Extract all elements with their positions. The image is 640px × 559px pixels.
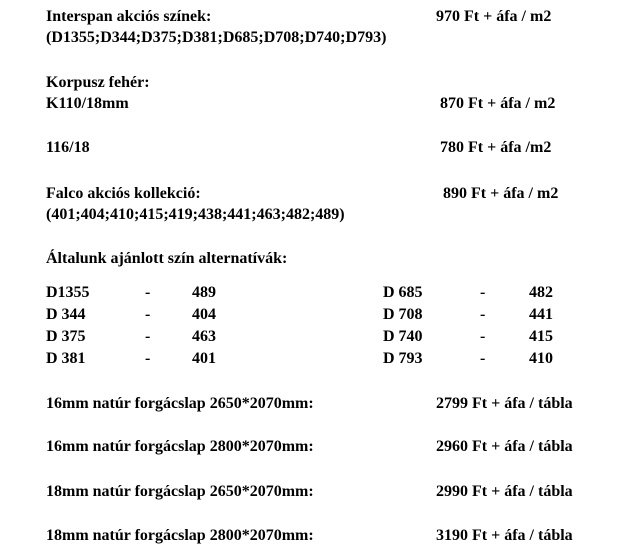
board-name: 18mm natúr forgácslap 2800*2070mm: [46,527,314,544]
korpusz-item-name: K110/18mm [46,95,129,112]
alt-value: 441 [529,306,553,323]
alt-code: D 708 [383,306,423,323]
alt-value: 482 [529,284,553,301]
interspan-price: 970 Ft + áfa / m2 [436,8,552,25]
alt-value: 415 [529,328,553,345]
korpusz-item-price: 870 Ft + áfa / m2 [440,95,556,112]
alt-value: 401 [192,350,216,367]
alt-code: D 740 [383,328,423,345]
alternatives-title: Általunk ajánlott szín alternatívák: [46,250,288,267]
korpusz-title: Korpusz fehér: [46,74,150,91]
board-price: 2799 Ft + áfa / tábla [436,395,573,412]
alt-dash: - [145,350,151,367]
korpusz-item-price: 780 Ft + áfa /m2 [440,139,552,156]
alt-value: 463 [192,328,216,345]
alt-dash: - [145,328,151,345]
alt-dash: - [480,350,486,367]
board-price: 2960 Ft + áfa / tábla [436,438,573,455]
board-name: 16mm natúr forgácslap 2650*2070mm: [46,395,314,412]
alt-dash: - [480,306,486,323]
falco-title: Falco akciós kollekció: [46,185,201,202]
interspan-codes: (D1355;D344;D375;D381;D685;D708;D740;D793) [46,29,387,46]
alt-value: 404 [192,306,216,323]
board-name: 16mm natúr forgácslap 2800*2070mm: [46,438,314,455]
board-name: 18mm natúr forgácslap 2650*2070mm: [46,483,314,500]
alt-dash: - [145,306,151,323]
board-price: 2990 Ft + áfa / tábla [436,483,573,500]
falco-codes: (401;404;410;415;419;438;441;463;482;489) [46,206,345,223]
interspan-title: Interspan akciós színek: [46,8,212,25]
falco-price: 890 Ft + áfa / m2 [443,185,559,202]
alt-dash: - [480,284,486,301]
alt-code: D 685 [383,284,423,301]
korpusz-item-name: 116/18 [46,139,90,156]
alt-code: D1355 [46,284,90,301]
alt-code: D 793 [383,350,423,367]
board-price: 3190 Ft + áfa / tábla [436,527,573,544]
alt-dash: - [480,328,486,345]
alt-value: 489 [192,284,216,301]
alt-dash: - [145,284,151,301]
alt-value: 410 [529,350,553,367]
alt-code: D 344 [46,306,86,323]
alt-code: D 381 [46,350,86,367]
alt-code: D 375 [46,328,86,345]
